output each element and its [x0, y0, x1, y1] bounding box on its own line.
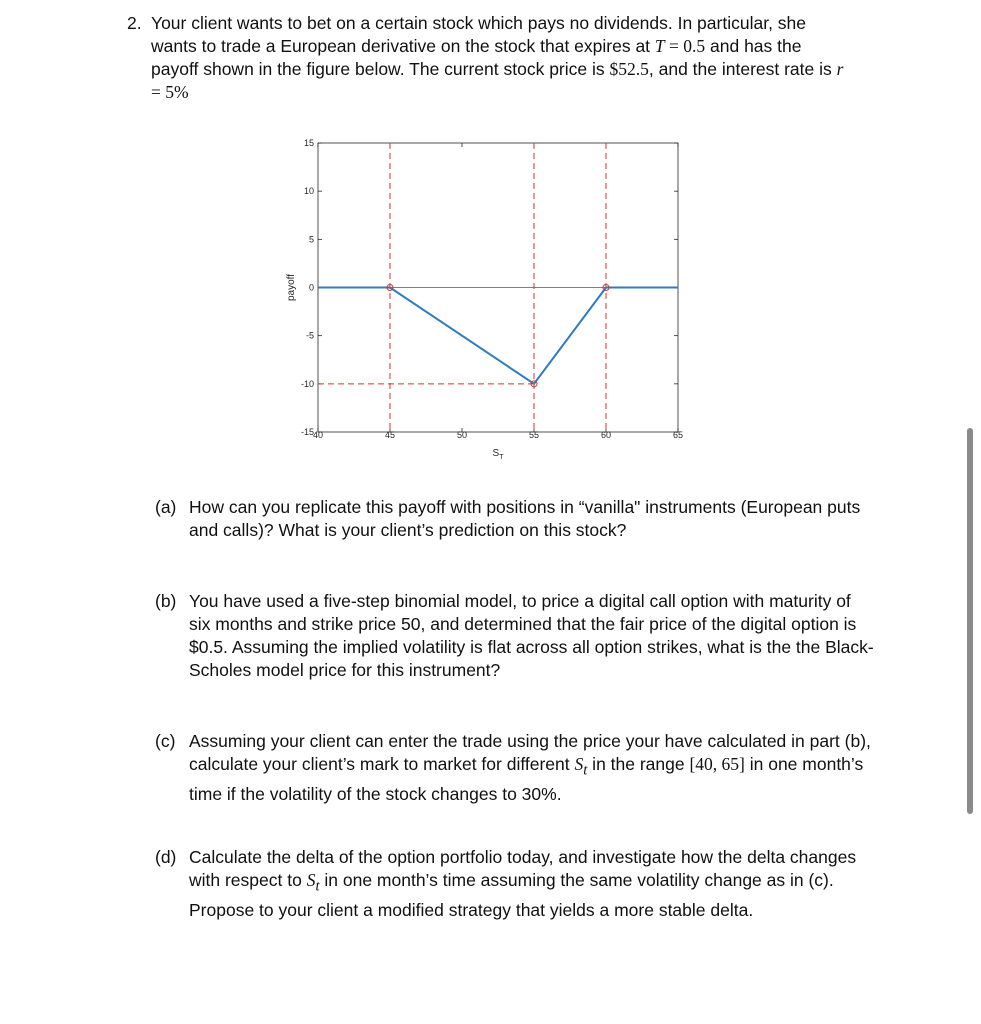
rate-variable: r — [836, 59, 844, 79]
payoff-line — [318, 288, 678, 384]
y-tick-label: 5 — [308, 234, 314, 245]
spot-variable: S — [574, 754, 584, 774]
part-d-label: (d) — [155, 847, 177, 867]
y-tick-label: 10 — [303, 186, 314, 197]
y-tick-label: -5 — [305, 330, 314, 341]
x-axis-label: $S_T$ — [492, 448, 504, 461]
rate-value: = 5% — [151, 82, 189, 102]
part-c-text-3: in one month’s time if the volatility of the stock changes to 30%. — [189, 754, 864, 804]
maturity-variable: T — [654, 36, 665, 56]
part-b — [155, 590, 875, 682]
part-b-text: You have used a five-step binomial model, to price a digital call option with maturity of six months and strike price 50, and determined that the fair price of the digital option is $0.5. Assuming the implied volatility is flat across all option strikes, what is the the Black-Scholes model price for this instrument? — [189, 591, 874, 680]
x-tick-label: 65 — [672, 430, 684, 440]
price-range: [40, 65] — [689, 754, 745, 774]
payoff-chart — [270, 135, 710, 475]
part-c-text — [189, 730, 875, 806]
y-tick-label: -10 — [300, 378, 314, 389]
maturity-value: = 0.5 — [664, 36, 706, 56]
y-axis-label: payoff — [286, 273, 297, 302]
spot-variable: S — [306, 870, 316, 890]
intro-text-3: , and the interest rate is — [648, 59, 837, 79]
vertical-scrollbar[interactable] — [967, 428, 973, 814]
x-tick-label: 60 — [600, 430, 612, 440]
y-tick-label: 0 — [308, 282, 314, 293]
part-d-text-2: in one month’s time assuming the same volatility change as in (c). Propose to your client a modified strategy that yields a more stable delta. — [189, 870, 834, 920]
x-axis-label-subscript: T — [499, 454, 504, 461]
question-number: 2. — [127, 13, 142, 33]
intro-text-2: and has the payoff shown in the figure below. The current stock price is — [151, 36, 802, 79]
part-c — [155, 730, 875, 806]
part-a — [155, 496, 875, 542]
y-tick-label: 15 — [303, 138, 314, 148]
y-tick-label: -15 — [300, 427, 314, 437]
part-c-label: (c) — [155, 731, 176, 751]
x-tick-label: 50 — [456, 430, 468, 440]
part-d-text-1: Calculate the delta of the option portfolio today, and investigate how the delta changes with respect to — [189, 847, 857, 890]
part-a-label: (a) — [155, 497, 177, 517]
question-intro — [127, 12, 847, 104]
spot-subscript: t — [315, 878, 320, 895]
part-d — [155, 846, 875, 922]
question-intro-text — [151, 12, 847, 104]
x-tick-label: 45 — [384, 430, 396, 440]
spot-subscript: t — [583, 762, 588, 779]
part-c-text-1: Assuming your client can enter the trade using the price your have calculated in part (b), calculate your client’s mark to market for different — [189, 731, 871, 774]
part-d-text — [189, 846, 875, 922]
part-b-label: (b) — [155, 591, 177, 611]
intro-text-1: Your client wants to bet on a certain stock which pays no dividends. In particular, she wants to trade a European derivative on the stock that expires at — [151, 13, 807, 56]
x-tick-label: 40 — [312, 430, 324, 440]
stock-price: $52.5 — [609, 59, 649, 79]
part-a-text: How can you replicate this payoff with positions in “vanilla" instruments (European puts and calls)? What is your client’s prediction on this stock? — [189, 497, 861, 540]
x-tick-label: 55 — [528, 430, 540, 440]
part-c-text-2: in the range — [587, 754, 690, 774]
